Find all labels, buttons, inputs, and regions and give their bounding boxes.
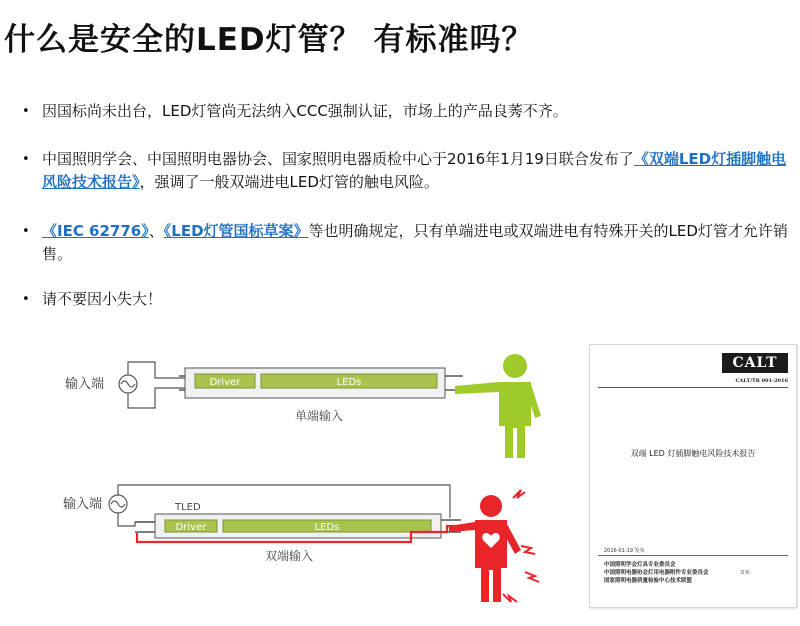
organization: 中国照明学会灯具专业委员会 [604,562,676,568]
iec-standard-link[interactable]: 《IEC 62776》 [42,222,149,240]
page-title: 什么是安全的LED灯管？ 有标准吗？ [4,22,534,58]
organization: 国家照明电器质量检验中心技术联盟 [604,578,693,584]
bullet-text [42,220,794,266]
leds-label-top: LEDs [336,377,362,388]
bullet-marker: • [22,152,30,167]
driver-label-bottom: Driver [175,522,207,533]
input-label-top: 输入端 [65,377,105,392]
single-end-circuit [65,354,541,458]
shock-spark-icon [503,594,517,602]
bullet-text: 因国标尚未出台，LED灯管尚无法纳入CCC强制认证，市场上的产品良莠不齐。 [42,102,568,120]
shock-spark-icon [521,546,535,554]
wire [118,513,155,526]
caption-single-end: 单端输入 [295,409,344,423]
shock-spark-icon [513,490,525,498]
bullet-text: 请不要因小失大！ [42,290,163,308]
driver-label-top: Driver [209,377,241,388]
issue-label: 发布 [740,570,751,576]
divider [598,387,788,388]
wire [128,388,185,408]
bullet-text-after: 等也明确规定，只有单端进电或双端进电有特殊开关的LED灯管才允许销售。 [42,222,788,263]
report-title: 双端 LED 灯插脚触电风险技术报告 [630,449,756,458]
bullet-marker: • [22,292,30,307]
wire [128,362,185,378]
bullet-text [42,148,794,194]
report-date: 2016-01-19 发布 [604,548,645,554]
safe-person-icon [455,354,541,458]
report-link[interactable]: 《双端LED灯插脚触电风险技术报告》 [42,150,787,191]
wiring-diagram [55,340,575,626]
calt-logo: CALT [722,353,788,373]
bullet-marker: • [22,224,30,239]
bullet-item [22,288,794,311]
bullet-item [22,100,794,123]
double-end-circuit [63,485,539,602]
tled-label: TLED [175,502,201,513]
shock-spark-icon [525,572,539,582]
shocked-person-icon [449,495,521,602]
organization: 中国照明电器协会灯用电器附件专业委员会 [604,570,709,576]
report-code: CALT/TR 001-2016 [735,378,788,384]
bullet-item [22,148,794,194]
bullet-text-before: 中国照明学会、中国照明电器协会、国家照明电器质检中心于2016年1月19日联合发布了 [42,150,634,168]
technical-report-cover [589,344,797,608]
separator: 、 [148,222,164,240]
input-label-bottom: 输入端 [63,497,103,512]
pin-left [135,522,155,532]
wire [118,485,450,518]
bullet-marker: • [22,104,30,119]
national-standard-draft-link[interactable]: 《LED灯管国标草案》 [163,222,309,240]
caption-double-end: 双端输入 [265,549,314,563]
divider [598,555,788,556]
bullet-item [22,220,794,266]
publishing-organizations [604,561,709,585]
bullet-text-after: ，强调了一般双端进电LED灯管的触电风险。 [139,173,439,191]
leds-label-bottom: LEDs [314,522,340,533]
